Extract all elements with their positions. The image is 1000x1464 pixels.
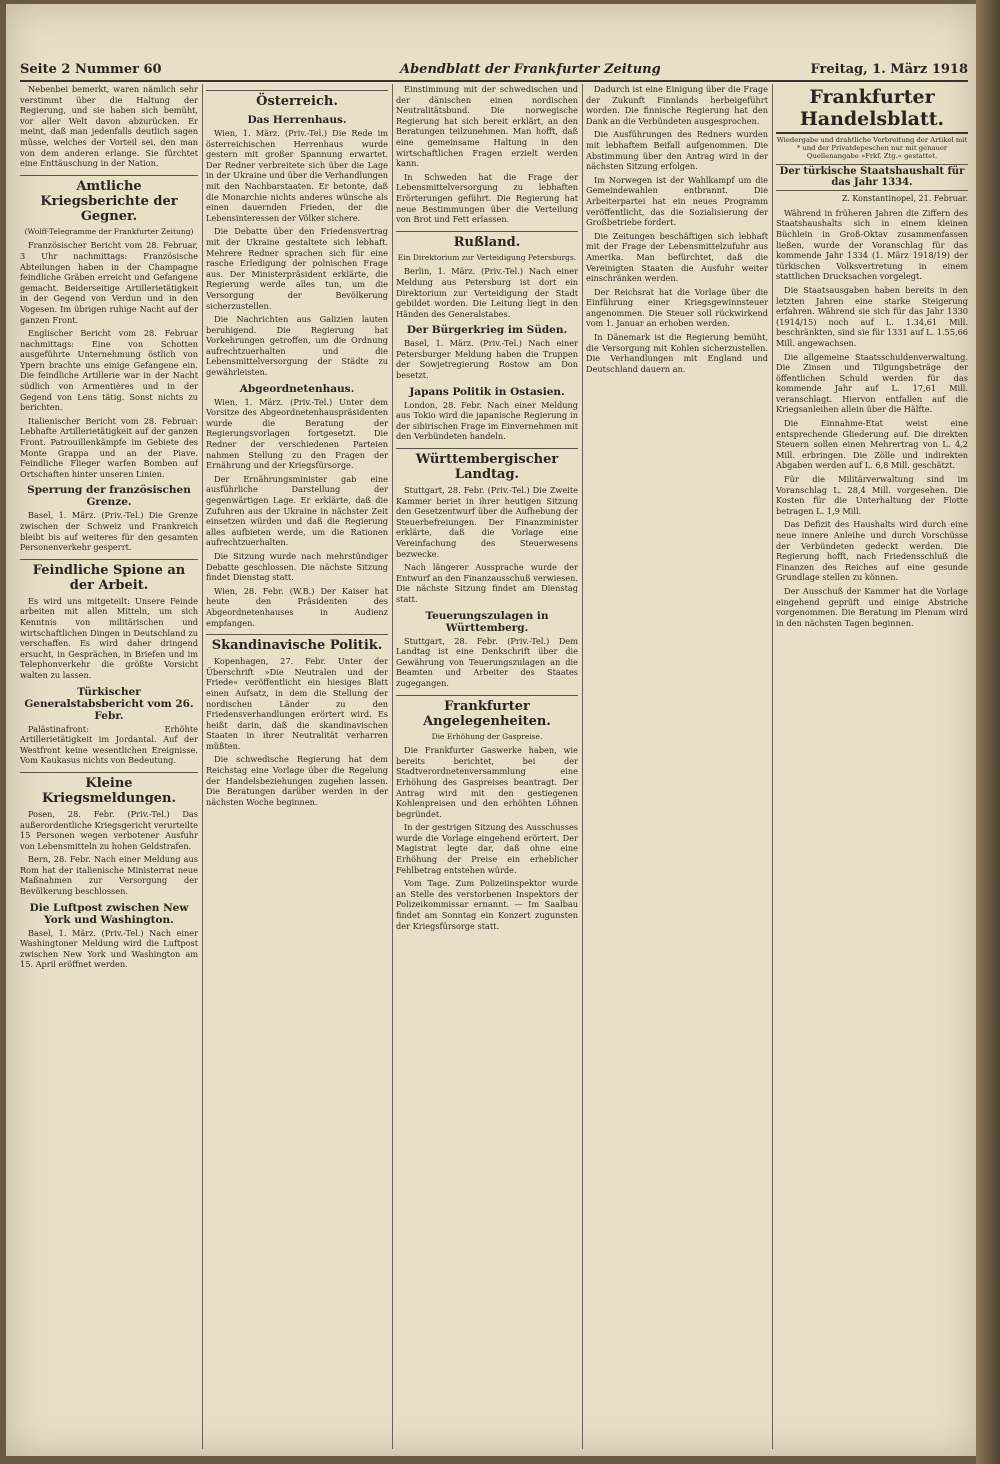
column-4: [586, 84, 768, 1449]
paragraph: Die Zeitungen beschäftigen sich lebhaft mit der Frage der Lebensmittelzufuhr aus Amerika. Man befürchtet, daß die Vereinigten Staaten die Ausfuhr weiter einschränken werden.: [586, 230, 768, 284]
paragraph: Der Ausschuß der Kammer hat die Vorlage eingehend geprüft und einige Abstriche vorgenommen. Die Beratung im Plenum wird in den nächsten Tagen beginnen.: [776, 585, 968, 628]
article-headline: Der türkische Staatshaushalt für das Jahr 1334.: [776, 164, 968, 191]
paragraph: Französischer Bericht vom 28. Februar, 3 Uhr nachmittags: Französische Abteilungen haben in der Champagne feindliche Gräben erreicht und Gefangene gemacht. Beiderseitige Artillerietätigkeit in der Gegend von Verdun und in den Vogesen. Im übrigen ruhige Nacht auf der ganzen Front.: [20, 240, 198, 325]
paragraph: Berlin, 1. März. (Priv.-Tel.) Nach einer Meldung aus Petersburg ist dort ein Direktorium zur Verteidigung der Stadt gebildet worden. Die Leitung liegt in den Händen des Generalstabes.: [396, 266, 578, 319]
section-masthead: Frankfurter Handelsblatt.: [776, 86, 968, 134]
paragraph: Dadurch ist eine Einigung über die Frage der Zukunft Finnlands herbeigeführt worden. Die finnische Regierung hat den Dank an die Verbündeten ausgesprochen.: [586, 84, 768, 126]
article-heading: Türkischer Generalstabsbericht vom 26. Febr.: [24, 685, 194, 722]
paragraph: In Schweden hat die Frage der Lebensmittelversorgung zu lebhaften Erörterungen geführt. Die Regierung hat neue Bestimmungen über die Verteilung von Brot und Fett erlassen.: [396, 171, 578, 225]
paragraph: Die Ausführungen des Redners wurden mit lebhaftem Beifall aufgenommen. Die Abstimmung über den Antrag wird in der nächsten Sitzung erfolgen.: [586, 129, 768, 172]
section-heading: Österreich.: [206, 90, 388, 109]
paragraph: Die Nachrichten aus Galizien lauten beruhigend. Die Regierung hat Vorkehrungen getroffen, um die Ordnung aufrechtzuerhalten und die Lebensmittelversorgung der Städte zu gewährleisten.: [206, 314, 388, 378]
paragraph: Vom Tage. Zum Polizeiinspektor wurde an Stelle des verstorbenen Inspektors der Polizeikommissar ernannt. — Im Saalbau findet am Sonntag ein Konzert zugunsten der Kriegsfürsorge statt.: [396, 878, 578, 931]
newspaper-page: [6, 4, 976, 1456]
column-rule: [392, 84, 393, 1449]
dateline: Z. Konstantinopel, 21. Februar.: [841, 194, 968, 204]
paragraph: Basel, 1. März. (Priv.-Tel.) Die Grenze zwischen der Schweiz und Frankreich bleibt bis auf weiteres für den gesamten Personenverkehr gesperrt.: [20, 510, 198, 553]
paper-title: Abendblatt der Frankfurter Zeitung: [400, 62, 661, 77]
article-heading: Die Luftpost zwischen New York und Washington.: [29, 901, 189, 926]
column-5: [776, 84, 968, 1449]
paragraph: Der Reichsrat hat die Vorlage über die Einführung einer Kriegsgewinnsteuer angenommen. Die Steuer soll rückwirkend vom 1. Januar an erhoben werden.: [586, 286, 768, 329]
paragraph: Die Sitzung wurde nach mehrstündiger Debatte geschlossen. Die nächste Sitzung findet Dienstag statt.: [206, 550, 388, 583]
section-heading: Rußland.: [396, 231, 578, 250]
section-subheading: Ein Direktorium zur Verteidigung Petersburgs.: [397, 252, 577, 262]
paragraph: London, 28. Febr. Nach einer Meldung aus Tokio wird die japanische Regierung in der sibirischen Frage im Einvernehmen mit den Verbündeten handeln.: [396, 399, 578, 442]
paragraph: Wien, 1. März. (Priv.-Tel.) Unter dem Vorsitze des Abgeordnetenhauspräsidenten wurde die Beratung der Regierungsvorlagen fortgesetzt. Die Redner der verschiedenen Parteien nahmen Stellung zu den Fragen der Ernährung und der Kriegsfürsorge.: [206, 396, 388, 471]
paragraph: Es wird uns mitgeteilt: Unsere Feinde arbeiten mit allen Mitteln, um sich Kenntnis von militärischen und wirtschaftlichen Dingen in Deutschland zu verschaffen. Es wird daher dringend ersucht, in Gesprächen, in Briefen und im Telephonverkehr die größte Vorsicht walten zu lassen.: [20, 595, 198, 680]
column-rule: [772, 84, 773, 1449]
column-2: [206, 84, 388, 1449]
paragraph: Wien, 1. März. (Priv.-Tel.) Die Rede im österreichischen Herrenhaus wurde gestern mit großer Spannung erwartet. Der Redner verbreitete sich über die Lage in der Ukraine und über die Verhandlungen mit den Nachbarstaaten. Er betonte, daß die Monarchie nichts anderes wünsche als einen dauernden Frieden, der die Lebensinteressen der Völker sichere.: [206, 128, 388, 223]
paragraph: Die Frankfurter Gaswerke haben, wie bereits berichtet, bei der Stadtverordnetenversammlung eine Erhöhung des Gaspreises beantragt. Der Antrag wird mit den gestiegenen Kohlenpreisen und den erhöhten Löhnen begründet.: [396, 745, 578, 819]
article-heading: Abgeordnetenhaus.: [239, 382, 355, 395]
paragraph: Die allgemeine Staatsschuldenverwaltung. Die Zinsen und Tilgungsbeträge der öffentlichen Schuld werden für das kommende Jahr auf L. 17,61 Mill. veranschlagt. Hiervon entfallen auf die Kriegsanleihen allein über die Hälfte.: [776, 351, 968, 415]
paragraph: Die schwedische Regierung hat dem Reichstag eine Vorlage über die Regelung der Handelsbeziehungen zugehen lassen. Die Beratungen darüber werden in der nächsten Woche beginnen.: [206, 754, 388, 807]
paragraph: Italienischer Bericht vom 28. Februar: Lebhafte Artillerietätigkeit auf der ganzen Front. Patrouillenkämpfe im Gebiete des Monte Grappa und an der Piave. Feindliche Flieger warfen Bomben auf Ortschaften hinter unseren Linien.: [20, 415, 198, 479]
paragraph: Palästinafront: Erhöhte Artillerietätigkeit im Jordantal. Auf der Westfront keine wesentlichen Ereignisse. Vom Kaukasus nichts von Bedeutung.: [20, 723, 198, 766]
section-heading: Feindliche Spione an der Arbeit.: [20, 559, 198, 593]
paragraph: Im Norwegen ist der Wahlkampf um die Gemeindewahlen entbrannt. Die Arbeiterpartei hat ein neues Programm veröffentlicht, das die Sozialisierung der Großbetriebe fordert.: [586, 174, 768, 228]
page-number: Seite 2 Nummer 60: [20, 62, 162, 77]
column-rule: [582, 84, 583, 1449]
section-heading: Skandinavische Politik.: [206, 634, 388, 653]
paragraph: Für die Militärverwaltung sind im Voranschlag L. 28,4 Mill. vorgesehen. Die Kosten für die Unterhaltung der Flotte betragen L. 1,9 Mill.: [776, 474, 968, 516]
article-heading: Teuerungszulagen in Württemberg.: [425, 609, 549, 634]
paragraph: Nebenbei bemerkt, waren nämlich sehr verstimmt über die Haltung der Regierung, und sie haben sich bemüht, vor aller Welt davon abzurücken. Er meint, daß man jedenfalls deutlich sagen müsse, welches der Vorteil sei, den man von dem anderen erlange. Sie fürchtet eine Enttäuschung in der Nation.: [20, 84, 198, 169]
paragraph: Der Ernährungsminister gab eine ausführliche Darstellung der gegenwärtigen Lage. Er erklärte, daß die Zufuhren aus der Ukraine in nächster Zeit einsetzen würden und daß die Regierung alles aufbieten werde, um die Rationen aufrechtzuerhalten.: [206, 473, 388, 548]
masthead-note: Wiedergabe und drahtliche Verbreitung der Artikel mit * und der Privatdepeschen nur mit genauer Quellenangabe »Frkf. Ztg.« gestattet.: [776, 136, 968, 160]
paragraph: Posen, 28. Febr. (Priv.-Tel.) Das außerordentliche Kriegsgericht verurteilte 15 Personen wegen verbotener Ausfuhr von Lebensmitteln zu hohen Geldstrafen.: [20, 808, 198, 851]
paragraph: Bern, 28. Febr. Nach einer Meldung aus Rom hat der italienische Ministerrat neue Maßnahmen zur Versorgung der Bevölkerung beschlossen.: [20, 854, 198, 897]
paragraph: Englischer Bericht vom 28. Februar nachmittags: Eine von Schotten ausgeführte Unternehmung östlich von Ypern brachte uns einige Gefangene ein. Die feindliche Artillerie war in der Nacht südlich von Armentières und in der Gegend von Lens tätig. Sonst nichts zu berichten.: [20, 328, 198, 413]
column-rule: [202, 84, 203, 1449]
article-heading: Sperrung der französischen Grenze.: [27, 484, 191, 509]
paragraph: Stuttgart, 28. Febr. (Priv.-Tel.) Dem Landtag ist eine Denkschrift über die Gewährung von Teuerungszulagen an die Beamten und Arbeiter des Staates zugegangen.: [396, 635, 578, 688]
page-header: [20, 62, 968, 82]
paragraph: Die Staatsausgaben haben bereits in den letzten Jahren eine starke Steigerung erfahren. Während sie sich für das Jahr 1330 (1914/15) noch auf L. 1.34,61 Mill. beschränkten, sind sie für 1331 auf L. 1.55,66 Mill. angewachsen.: [776, 284, 968, 348]
paragraph: Einstimmung mit der schwedischen und der dänischen einen nordischen Neutralitätsbund. Die norwegische Regierung hat sich bereit erklärt, an den Beratungen teilzunehmen. Man hofft, daß eine gemeinsame Haltung in den wirtschaftlichen Fragen erzielt werden kann.: [396, 84, 578, 169]
column-1: [20, 84, 198, 1449]
paragraph: Während in früheren Jahren die Ziffern des Staatshaushalts sich in einem kleinen Büchlein in Groß-Oktav zusammenfassen ließen, wurde der Voranschlag für das kommende Jahr 1334 (1. März 1918/19) der türkischen Volksvertretung in einem stattlichen Drucksachen vorgelegt.: [776, 207, 968, 282]
section-heading: Frankfurter Angelegenheiten.: [396, 695, 578, 729]
paragraph: Die Debatte über den Friedensvertrag mit der Ukraine gestaltete sich lebhaft. Mehrere Redner sprachen sich für eine rasche Erledigung der polnischen Frage aus. Der Ministerpräsident erklärte, die Regierung werde alles tun, um die Versorgung der Bevölkerung sicherzustellen.: [206, 226, 388, 311]
section-heading: Württembergischer Landtag.: [396, 448, 578, 482]
paragraph: Basel, 1. März. (Priv.-Tel.) Nach einer Petersburger Meldung haben die Truppen der Sowjetregierung Rostow am Don besetzt.: [396, 338, 578, 381]
paragraph: Die Einnahme-Etat weist eine entsprechende Gliederung auf. Die direkten Steuern sollen einen Mehrertrag von L. 4,2 Mill. erbringen. Die Zölle und indirekten Abgaben werden auf L. 6,8 Mill. geschätzt.: [776, 418, 968, 471]
section-heading: Kleine Kriegsmeldungen.: [20, 772, 198, 806]
column-3: [396, 84, 578, 1449]
paragraph: Nach längerer Aussprache wurde der Entwurf an den Finanzausschuß verwiesen. Die nächste Sitzung findet am Dienstag statt.: [396, 562, 578, 604]
paragraph: Kopenhagen, 27. Febr. Unter der Überschrift »Die Neutralen und der Friede« veröffentlicht ein hiesiges Blatt einen Aufsatz, in dem die Stellung der nordischen Länder zu den Friedensverhandlungen erörtert wird. Es heißt darin, daß die skandinavischen Staaten in ihrer Neutralität verharren müßten.: [206, 656, 388, 751]
section-subheading: Die Erhöhung der Gaspreise.: [431, 731, 543, 741]
article-heading: Der Bürgerkrieg im Süden.: [406, 324, 568, 337]
paragraph: Das Defizit des Haushalts wird durch eine neue innere Anleihe und durch Vorschüsse der Verbündeten gedeckt werden. Die Regierung hofft, nach Friedensschluß die Finanzen des Reiches auf eine gesunde Grundlage stellen zu können.: [776, 519, 968, 583]
article-heading: Japans Politik in Ostasien.: [409, 385, 565, 398]
paragraph: Basel, 1. März. (Priv.-Tel.) Nach einer Washingtoner Meldung wird die Luftpost zwischen New York und Washington am 15. April eröffnet werden.: [20, 927, 198, 970]
section-heading: Amtliche Kriegsberichte der Gegner.: [20, 175, 198, 224]
issue-date: Freitag, 1. März 1918: [810, 62, 968, 77]
section-subheading: (Wolff-Telegramme der Frankfurter Zeitung): [24, 226, 194, 236]
paragraph: In der gestrigen Sitzung des Ausschusses wurde die Vorlage eingehend erörtert. Der Magistrat legte dar, daß ohne eine Erhöhung der Preise ein erheblicher Fehlbetrag entstehen würde.: [396, 822, 578, 875]
article-heading: Das Herrenhaus.: [247, 114, 347, 126]
paragraph: Wien, 28. Febr. (W.B.) Der Kaiser hat heute den Präsidenten des Abgeordnetenhauses in Audienz empfangen.: [206, 585, 388, 628]
paragraph: In Dänemark ist die Regierung bemüht, die Versorgung mit Kohlen sicherzustellen. Die Verhandlungen mit England und Deutschland dauern an.: [586, 332, 768, 374]
page-edge: [976, 0, 1000, 1464]
paragraph: Stuttgart, 28. Febr. (Priv.-Tel.) Die Zweite Kammer beriet in ihrer heutigen Sitzung den Gesetzentwurf über die Aufhebung der Steuerbefreiungen. Der Finanzminister erklärte, daß die Vorlage eine Vereinfachung des Steuerwesens bezwecke.: [396, 485, 578, 559]
